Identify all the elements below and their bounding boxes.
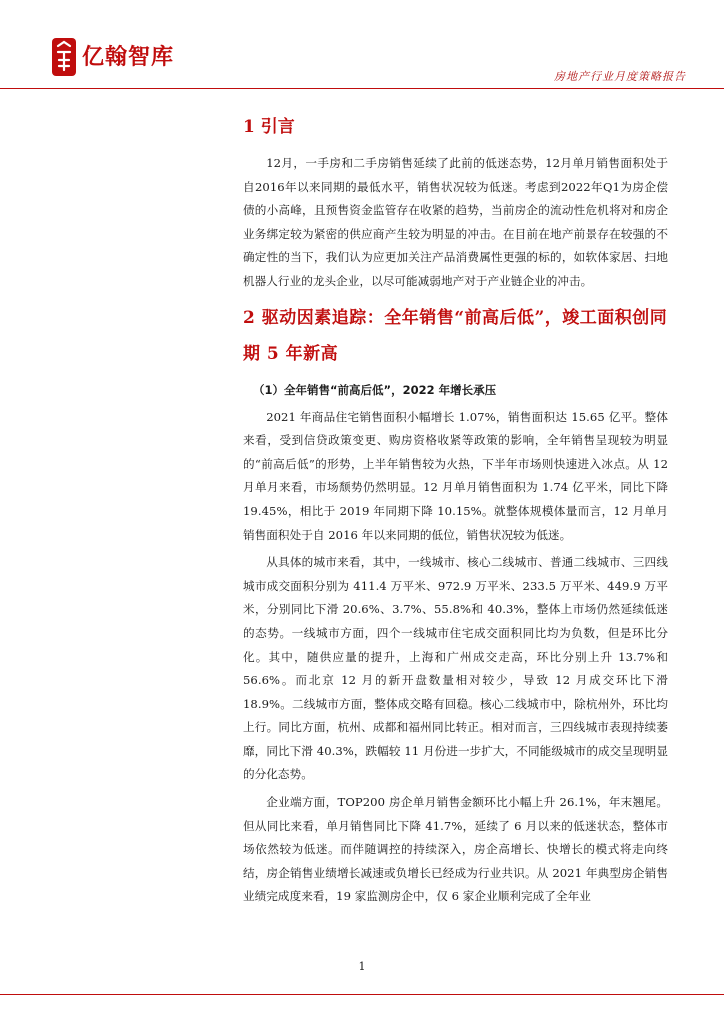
section-1-paragraph: 12月，一手房和二手房销售延续了此前的低迷态势，12月单月销售面积处于自2016年以来同期的最低水平，销售状况较为低迷。考虑到2022年Q1为房企偿债的小高峰，且预售资金监管存在收紧的趋势，当前房企的流动性危机将对和房企业务绑定较为紧密的供应商产生较为明显的冲击。在目前在地产前景存在较强的不确定性的当下，我们认为应更加关注产品消费属性更强的标的，如软体家居、扫地机器人行业的龙头企业，以尽可能减弱地产对于产业链企业的冲击。 xyxy=(243,156,668,288)
report-title: 房地产行业月度策略报告 xyxy=(554,70,686,83)
logo-icon xyxy=(52,38,76,76)
paragraph-cities: 从具体的城市来看，其中，一线城市、核心二线城市、普通二线城市、三四线城市成交面积分别为 411.4 万平米、972.9 万平米、233.5 万平米、449.9 万平米，分别同比下滑 20.6%、3.7%、55.8%和 40.3%，整体上市场仍然延续低迷的态势。一线城市方面，四个一线城市住宅成交面积同比均为负数，但是环比分化。其中，随供应量的提升，上海和广州成交走高，环比分别上升 13.7%和 56.6%。而北京 12 月的新开盘数量相对较少，导致 12 月成交环比下滑 18.9%。二线城市方面，整体成交略有回稳。核心二线城市中，除杭州外，环比均上行。同比方面，杭州、成都和福州同比转正。相对而言，三四线城市表现持续萎靡，同比下滑 40.3%，跌幅较 11 月份进一步扩大，不同能级城市的成交呈现明显的分化态势。 xyxy=(243,555,668,782)
page-number: 1 xyxy=(358,960,366,973)
section-2-heading: 2 驱动因素追踪：全年销售“前高后低”，竣工面积创同期 5 年新高 xyxy=(243,307,668,364)
paragraph-sales: 2021 年商品住宅销售面积小幅增长 1.07%，销售面积达 15.65 亿平。整体来看，受到信贷政策变更、购房资格收紧等政策的影响，全年销售呈现较为明显的“前高后低”的形势，上半年销售较为火热，下半年市场则快速进入冰点。从 12 月单月来看，市场颓势仍然明显。12 月单月销售面积为 1.74 亿平米，同比下降 19.45%，相比于 2019 年同期下降 10.15%。就整体规模体量而言，12 月单月销售面积处于自 2016 年以来同期的低位，销售状况较为低迷。 xyxy=(243,409,668,542)
logo-text: 亿翰智库 xyxy=(82,45,175,70)
page-header xyxy=(0,0,724,90)
header-divider xyxy=(0,88,724,89)
main-content xyxy=(243,112,668,913)
footer-divider xyxy=(0,994,724,995)
paragraph-enterprises: 企业端方面，TOP200 房企单月销售金额环比小幅上升 26.1%，年末翘尾。但从同比来看，单月销售同比下降 41.7%，延续了 6 月以来的低迷状态，整体市场依然较为低迷。而伴随调控的持续深入，房企高增长、快增长的模式将走向终结，房企销售业绩增长减速或负增长已经成为行业共识。从 2021 年典型房企销售业绩完成度来看，19 家监测房企中，仅 6 家企业顺利完成了全年业 xyxy=(243,795,668,904)
subsection-1-heading: （1）全年销售“前高后低”，2022 年增长承压 xyxy=(253,382,497,397)
section-1-heading: 1 引言 xyxy=(243,117,295,137)
